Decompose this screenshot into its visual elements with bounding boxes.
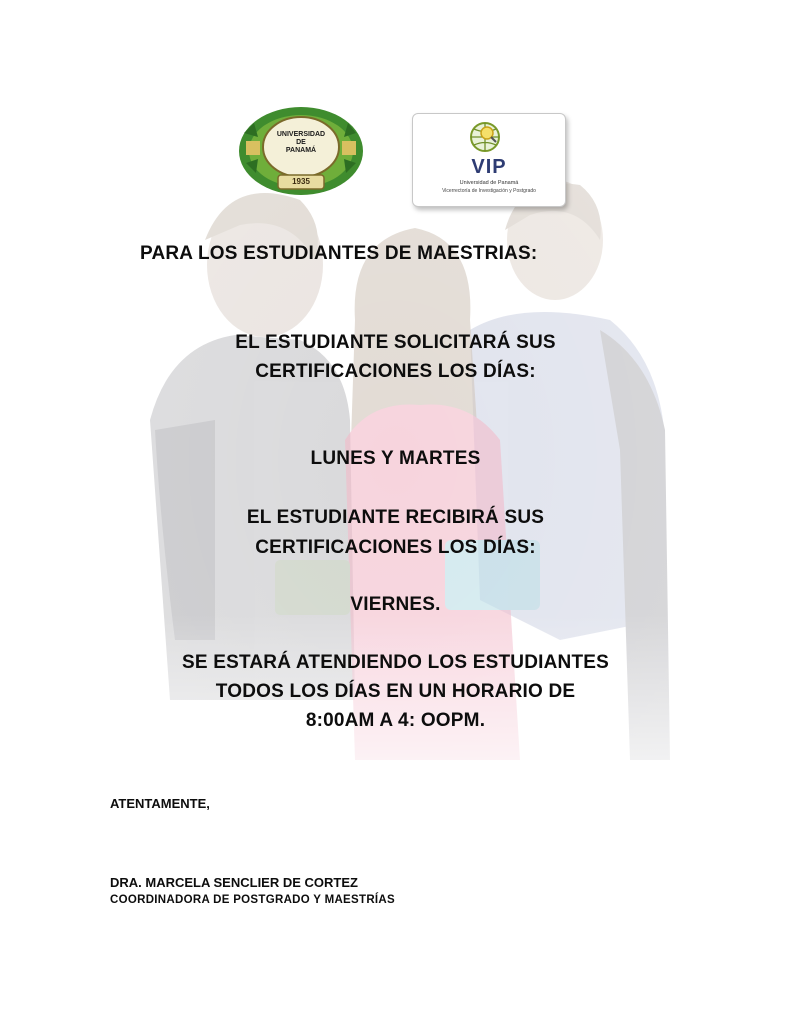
request-line-1: EL ESTUDIANTE SOLICITARÁ SUS (235, 332, 556, 353)
request-days: LUNES Y MARTES (310, 448, 481, 469)
university-logo-year: 1935 (292, 177, 310, 186)
page-heading: PARA LOS ESTUDIANTES DE MAESTRIAS: (140, 243, 538, 264)
closing-text: ATENTAMENTE, (110, 796, 210, 811)
university-logo-line1: UNIVERSIDAD (276, 131, 326, 138)
schedule-line-2: TODOS LOS DÍAS EN UN HORARIO DE (215, 681, 576, 702)
vip-acronym: VIP (471, 156, 507, 178)
receive-line-2: CERTIFICACIONES LOS DÍAS: (255, 537, 536, 558)
vip-university-name: Universidad de Panamá (459, 180, 519, 186)
globe-magnifier-icon (465, 120, 505, 156)
schedule-line-3: 8:00AM A 4: OOPM. (305, 710, 486, 731)
schedule-line-1: SE ESTARÁ ATENDIENDO LOS ESTUDIANTES (182, 652, 609, 673)
vip-vicerrectoria: Vicerrectoría de Investigación y Postgrado (442, 188, 536, 194)
vip-logo (412, 113, 566, 207)
request-line-2: CERTIFICACIONES LOS DÍAS: (255, 361, 536, 382)
signature-title: COORDINADORA DE POSTGRADO Y MAESTRÍAS (110, 894, 395, 906)
university-logo-line3: PANAMÁ (285, 147, 317, 154)
receive-days: VIERNES. (350, 594, 441, 615)
signature-name: DRA. MARCELA SENCLIER DE CORTEZ (110, 875, 358, 890)
university-logo-line2: DE (296, 139, 306, 146)
university-of-panama-logo (236, 103, 366, 198)
receive-line-1: EL ESTUDIANTE RECIBIRÁ SUS (246, 507, 545, 528)
